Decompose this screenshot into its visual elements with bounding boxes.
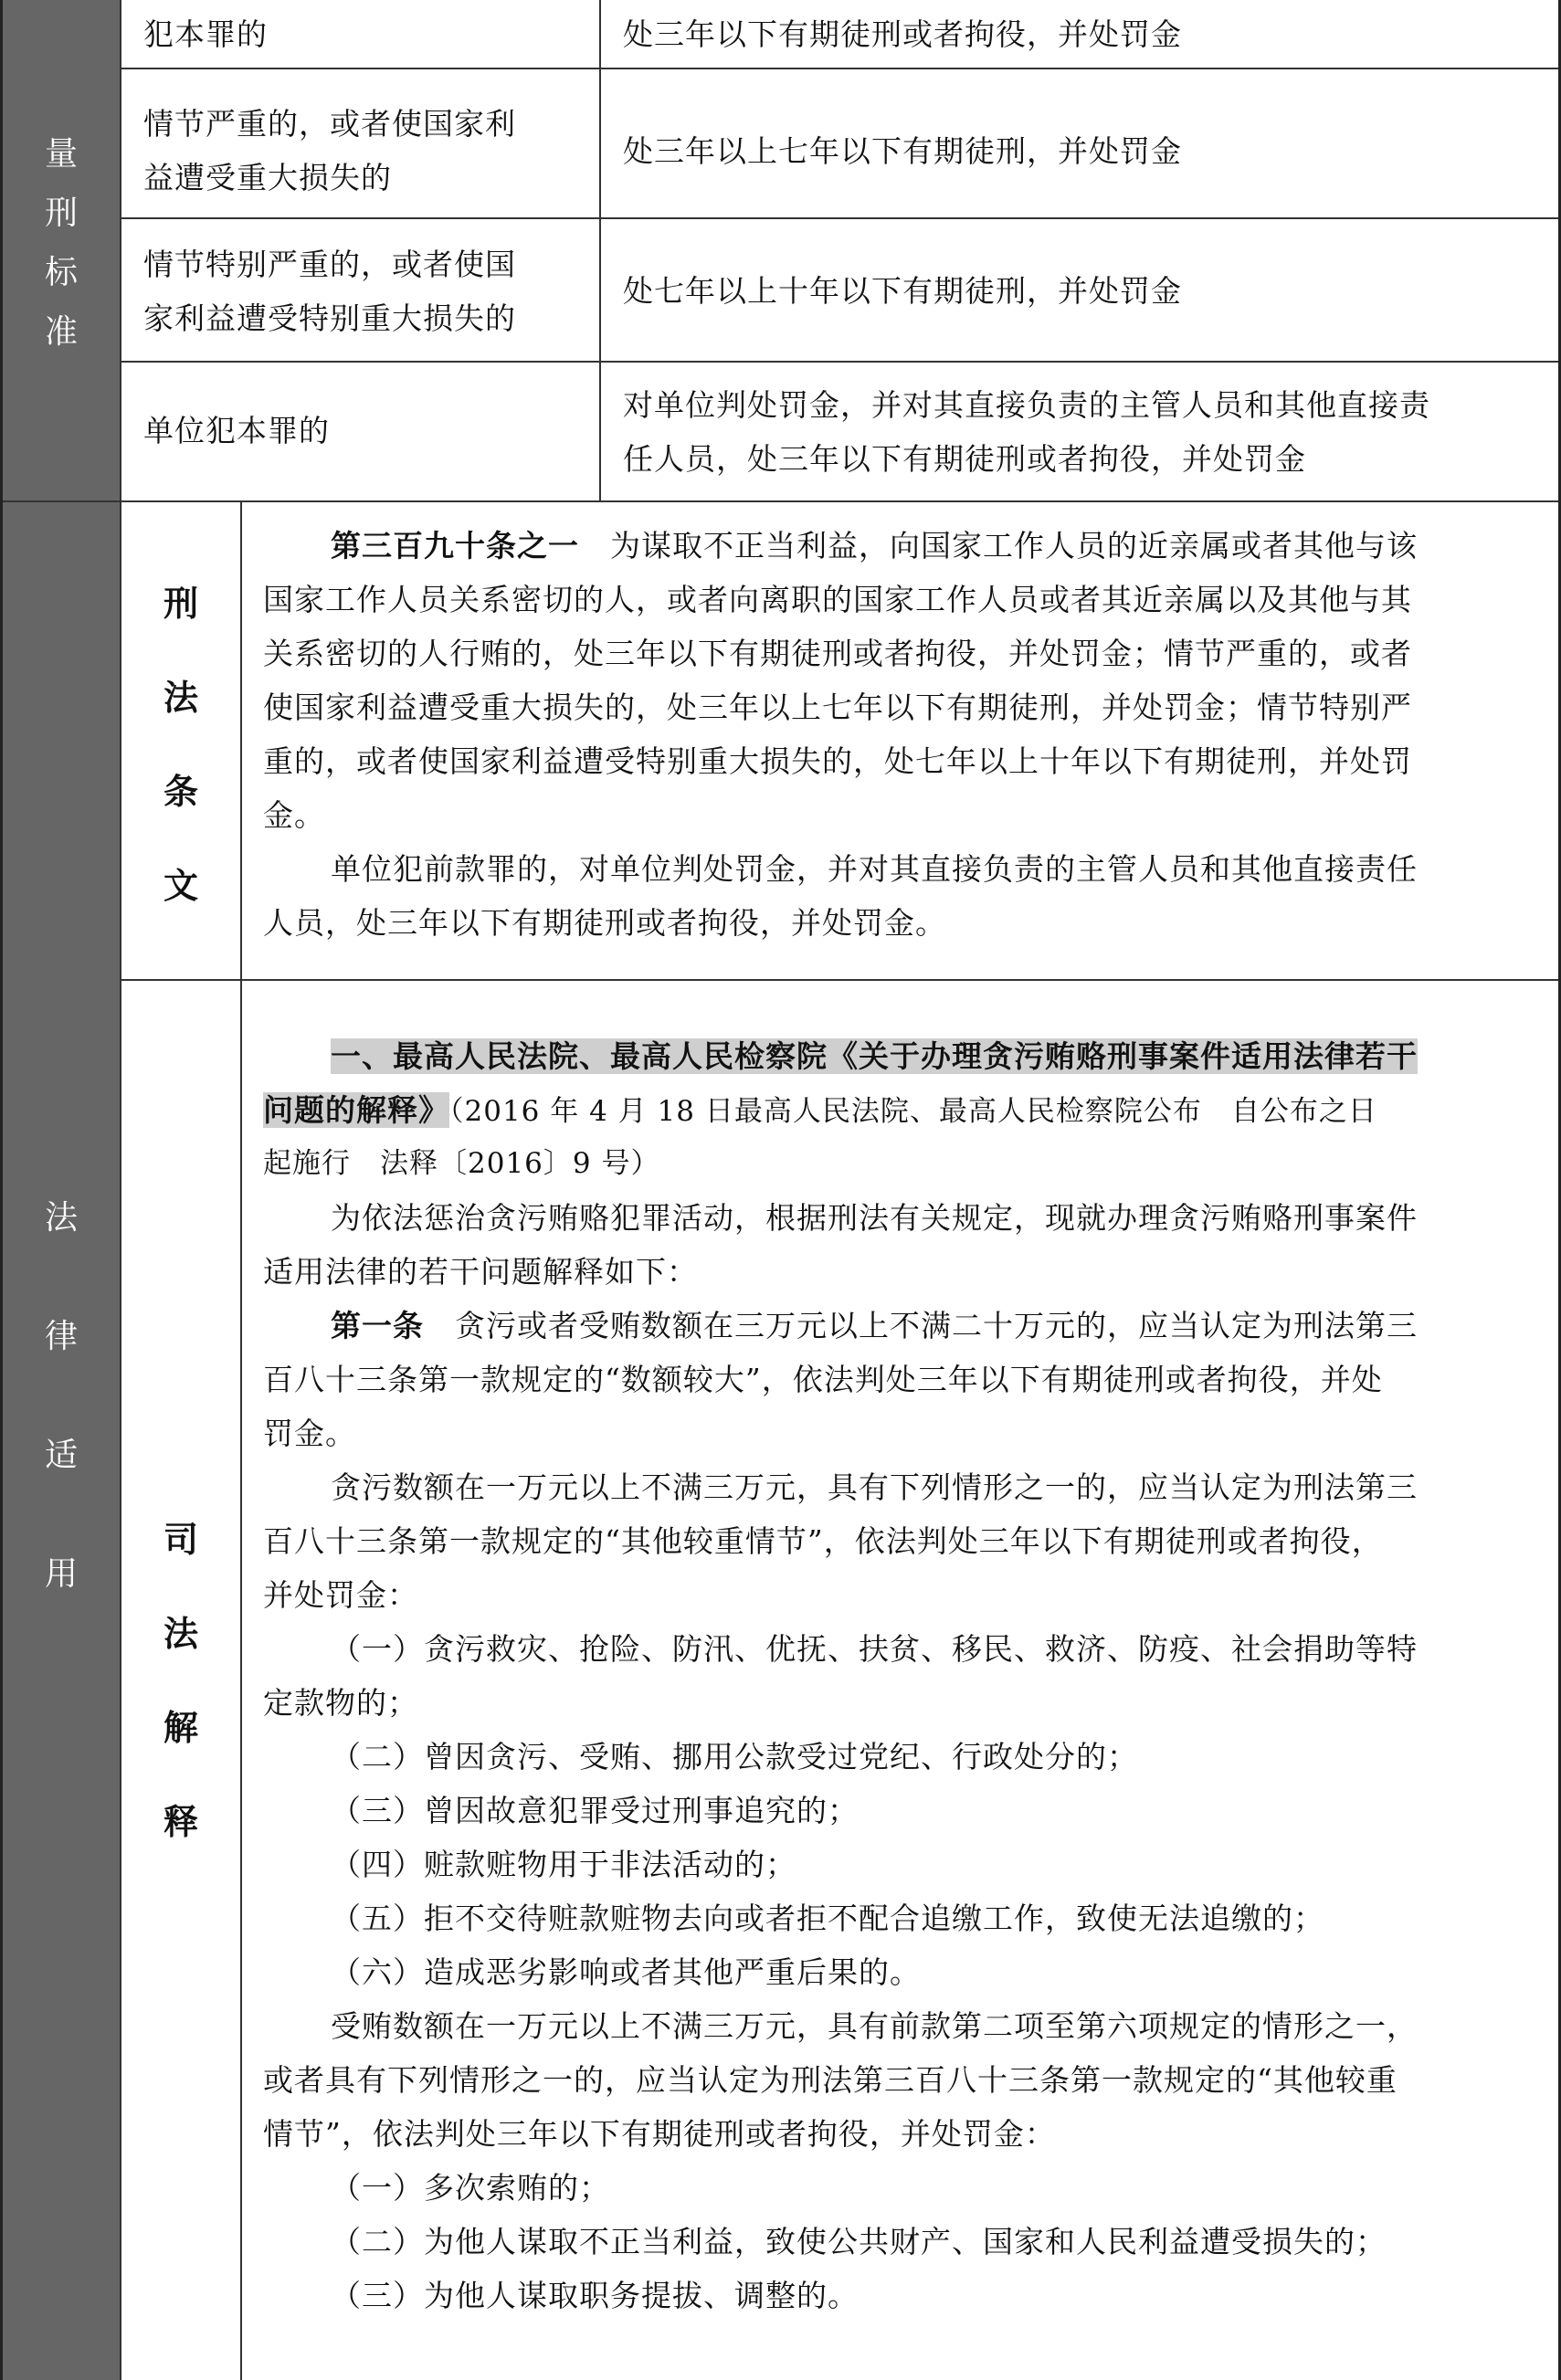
sidebar-label-char: 刑 bbox=[44, 195, 78, 232]
paragraph-line: 百八十三条第一款规定的“数额较大”，依法判处三年以下有期徒刑或者拘役，并处 bbox=[263, 1362, 1383, 1397]
condition-cell: 犯本罪的 bbox=[143, 16, 268, 52]
section-label-char: 法 bbox=[163, 1614, 198, 1654]
sidebar-label-char: 适 bbox=[44, 1437, 78, 1474]
article-line bbox=[263, 519, 1538, 573]
heading-note: 起施行 法释〔2016〕9 号） bbox=[263, 1147, 660, 1180]
heading-highlight: 一、最高人民法院、最高人民检察院《关于办理贪污贿赂刑事案件适用法律若干 bbox=[331, 1038, 1418, 1074]
section-label-char: 释 bbox=[163, 1802, 198, 1842]
penalty-cell: 处三年以下有期徒刑或者拘役，并处罚金 bbox=[623, 16, 1182, 52]
penalty-cell: 处七年以上十年以下有期徒刑，并处罚金 bbox=[623, 273, 1182, 309]
interpretation-heading bbox=[263, 1083, 1538, 1139]
interpretation-heading bbox=[263, 1029, 1538, 1083]
divider bbox=[120, 0, 121, 2380]
sidebar-label-char: 法 bbox=[44, 1199, 78, 1237]
list-item: （四）赃款赃物用于非法活动的； bbox=[331, 1847, 796, 1882]
paragraph-line: 适用法律的若干问题解释如下： bbox=[263, 1254, 698, 1290]
condition-cell: 益遭受重大损失的 bbox=[143, 160, 392, 195]
paragraph-line: 受贿数额在一万元以上不满三万元，具有前款第二项至第六项规定的情形之一， bbox=[331, 2008, 1418, 2044]
penalty-cell: 处三年以上七年以下有期徒刑，并处罚金 bbox=[623, 133, 1182, 169]
divider bbox=[120, 68, 1558, 69]
condition-cell: 情节严重的，或者使国家利 bbox=[143, 106, 516, 142]
paragraph-line: 贪污数额在一万元以上不满三万元，具有下列情形之一的，应当认定为刑法第三 bbox=[331, 1469, 1418, 1505]
list-item: （五）拒不交待赃款赃物去向或者拒不配合追缴工作，致使无法追缴的； bbox=[331, 1901, 1324, 1936]
section-label-char: 解 bbox=[163, 1708, 198, 1748]
list-item: （二）曾因贪污、受贿、挪用公款受过党纪、行政处分的； bbox=[331, 1739, 1138, 1774]
sidebar-label-char: 准 bbox=[44, 313, 78, 351]
list-item: （一）贪污救灾、抢险、防汛、优抚、扶贫、移民、救济、防疫、社会捐助等特 bbox=[331, 1631, 1418, 1667]
sidebar-label-char: 用 bbox=[44, 1555, 78, 1593]
paragraph-line: 为依法惩治贪污贿赂犯罪活动，根据刑法有关规定，现就办理贪污贿赂刑事案件 bbox=[331, 1200, 1418, 1236]
article-title: 第三百九十条之一 bbox=[331, 528, 579, 563]
section-label-char: 条 bbox=[163, 772, 198, 812]
heading-note: （2016 年 4 月 18 日最高人民法院、最高人民检察院公布 自公布之日 bbox=[449, 1095, 1377, 1128]
divider bbox=[3, 500, 1558, 502]
article-line: 单位犯前款罪的，对单位判处罚金，并对其直接负责的主管人员和其他直接责任 bbox=[331, 851, 1418, 887]
paragraph-line bbox=[263, 1299, 1538, 1353]
section-label-char: 法 bbox=[163, 678, 198, 718]
paragraph-line: 并处罚金： bbox=[263, 1577, 418, 1613]
paragraph-line: 情节”，依法判处三年以下有期徒刑或者拘役，并处罚金： bbox=[263, 2116, 1056, 2152]
article-line: 国家工作人员关系密切的人，或者向离职的国家工作人员或者其近亲属以及其他与其 bbox=[263, 582, 1412, 617]
article-line: 人员，处三年以下有期徒刑或者拘役，并处罚金。 bbox=[263, 905, 946, 941]
penalty-cell: 任人员，处三年以下有期徒刑或者拘役，并处罚金 bbox=[623, 441, 1306, 477]
article-title: 第一条 bbox=[331, 1308, 424, 1343]
condition-cell: 情节特别严重的，或者使国 bbox=[143, 247, 516, 282]
article-text: 贪污或者受贿数额在三万元以上不满二十万元的，应当认定为刑法第三 bbox=[455, 1308, 1418, 1343]
sidebar-sentencing bbox=[3, 0, 120, 500]
divider bbox=[120, 361, 1558, 363]
list-item: 定款物的； bbox=[263, 1685, 418, 1721]
paragraph-line: 或者具有下列情形之一的，应当认定为刑法第三百八十三条第一款规定的“其他较重 bbox=[263, 2062, 1398, 2098]
article-text: 为谋取不正当利益，向国家工作人员的近亲属或者其他与该 bbox=[610, 528, 1418, 563]
section-label-char: 刑 bbox=[163, 584, 198, 624]
article-line: 关系密切的人行贿的，处三年以下有期徒刑或者拘役，并处罚金；情节严重的，或者 bbox=[263, 636, 1412, 671]
article-line: 使国家利益遭受重大损失的，处三年以上七年以下有期徒刑，并处罚金；情节特别严 bbox=[263, 690, 1412, 725]
sidebar-label-char: 量 bbox=[44, 135, 78, 173]
section-label-char: 文 bbox=[163, 866, 198, 906]
condition-cell: 单位犯本罪的 bbox=[143, 413, 330, 448]
heading-highlight: 问题的解释》 bbox=[263, 1092, 449, 1128]
divider bbox=[120, 217, 1558, 219]
article-line: 重的，或者使国家利益遭受特别重大损失的，处七年以上十年以下有期徒刑，并处罚 bbox=[263, 743, 1412, 779]
paragraph-line: 百八十三条第一款规定的“其他较重情节”，依法判处三年以下有期徒刑或者拘役， bbox=[263, 1523, 1383, 1559]
condition-cell: 家利益遭受特别重大损失的 bbox=[143, 300, 516, 336]
penalty-cell: 对单位判处罚金，并对其直接负责的主管人员和其他直接责 bbox=[623, 387, 1430, 423]
sidebar-label-char: 律 bbox=[44, 1318, 78, 1355]
divider bbox=[120, 979, 1558, 981]
sidebar-label-char: 标 bbox=[44, 254, 78, 291]
list-item: （六）造成恶劣影响或者其他严重后果的。 bbox=[331, 1954, 921, 1990]
list-item: （二）为他人谋取不正当利益，致使公共财产、国家和人民利益遭受损失的； bbox=[331, 2224, 1387, 2259]
sidebar-application bbox=[3, 502, 120, 2380]
article-line: 金。 bbox=[263, 797, 325, 833]
divider bbox=[599, 0, 601, 500]
list-item: （三）曾因故意犯罪受过刑事追究的； bbox=[331, 1793, 859, 1828]
paragraph-line: 罚金。 bbox=[263, 1416, 356, 1451]
list-item: （一）多次索贿的； bbox=[331, 2170, 610, 2206]
list-item: （三）为他人谋取职务提拔、调整的。 bbox=[331, 2278, 859, 2313]
section-label-char: 司 bbox=[163, 1520, 198, 1560]
